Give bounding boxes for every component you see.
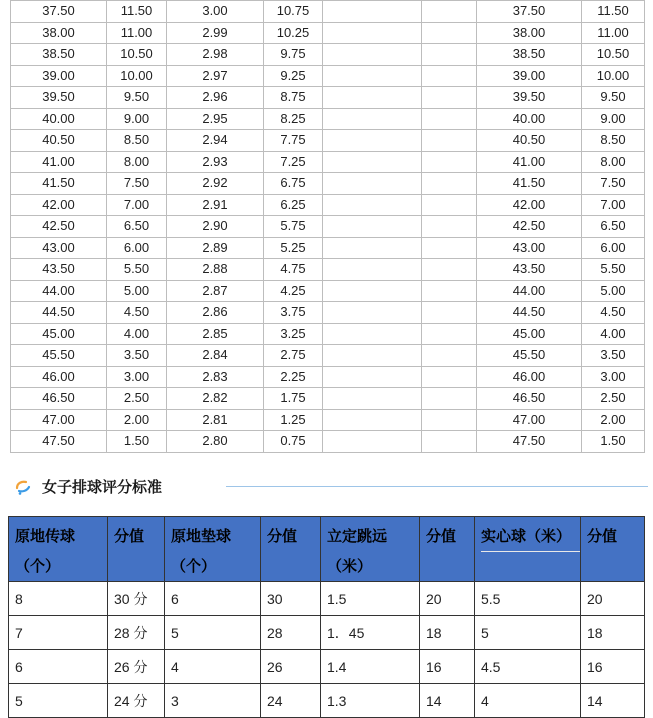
table-cell: 3.00 — [107, 366, 167, 388]
table-cell: 46.50 — [11, 388, 107, 410]
header-row — [9, 517, 645, 582]
table-cell: 43.50 — [477, 259, 582, 281]
table-cell: 2.94 — [167, 130, 264, 152]
table-cell: 37.50 — [477, 1, 582, 23]
table-cell: 43.00 — [477, 237, 582, 259]
table-row — [11, 302, 645, 324]
table-cell: 24 — [261, 684, 321, 718]
table-cell: 4 — [165, 650, 261, 684]
table-cell: 8 — [9, 582, 108, 616]
table-cell: 7.00 — [582, 194, 645, 216]
table-cell: 41.50 — [11, 173, 107, 195]
table-row — [11, 388, 645, 410]
table-cell: 11.50 — [107, 1, 167, 23]
table-cell: 10.75 — [264, 1, 323, 23]
table-cell: 3.00 — [582, 366, 645, 388]
header-cell: 原地垫球 （个） — [165, 517, 261, 582]
table-cell: 2.99 — [167, 22, 264, 44]
table-cell: 0.75 — [264, 431, 323, 453]
table-cell: 42.50 — [11, 216, 107, 238]
table-cell — [422, 151, 477, 173]
table-row — [11, 22, 645, 44]
table-cell: 26 — [261, 650, 321, 684]
table-cell — [323, 259, 422, 281]
table-cell: 20 — [581, 582, 645, 616]
table-cell: 44.50 — [477, 302, 582, 324]
header-cell: 分值 — [108, 517, 165, 582]
table-cell: 1.5 — [321, 582, 420, 616]
table-cell: 11.00 — [582, 22, 645, 44]
table-cell: 5.5 — [475, 582, 581, 616]
table-cell: 43.50 — [11, 259, 107, 281]
table-cell: 6.00 — [107, 237, 167, 259]
table-row — [11, 65, 645, 87]
table-cell: 5 — [475, 616, 581, 650]
score-lookup-table — [10, 0, 645, 453]
table-cell: 1.50 — [582, 431, 645, 453]
header-cell: 立定跳远 （米） — [321, 517, 420, 582]
table-cell: 40.00 — [11, 108, 107, 130]
table-cell: 5 — [165, 616, 261, 650]
table-cell — [422, 366, 477, 388]
table-cell: 6.00 — [582, 237, 645, 259]
table-cell: 6.50 — [107, 216, 167, 238]
table-cell: 37.50 — [11, 1, 107, 23]
table-cell: 45.00 — [477, 323, 582, 345]
table-cell: 47.50 — [477, 431, 582, 453]
table-cell: 2.90 — [167, 216, 264, 238]
table-row — [11, 44, 645, 66]
table-cell: 42.00 — [11, 194, 107, 216]
table-cell: 47.00 — [11, 409, 107, 431]
table-cell: 8.00 — [107, 151, 167, 173]
table-cell: 2.00 — [107, 409, 167, 431]
section-divider — [226, 486, 648, 487]
table-cell: 44.00 — [11, 280, 107, 302]
volleyball-scoring-table — [8, 516, 645, 718]
table-cell: 2.98 — [167, 44, 264, 66]
volleyball-scoring-body — [9, 582, 645, 718]
table-cell: 1.4 — [321, 650, 420, 684]
table-cell: 44.00 — [477, 280, 582, 302]
table-cell: 45.00 — [11, 323, 107, 345]
table-cell: 2.75 — [264, 345, 323, 367]
table-cell: 39.00 — [11, 65, 107, 87]
table-cell: 20 — [420, 582, 475, 616]
table-cell: 5.50 — [582, 259, 645, 281]
table-row — [11, 130, 645, 152]
table-row — [11, 431, 645, 453]
table-cell — [323, 65, 422, 87]
table-cell: 5.75 — [264, 216, 323, 238]
table-cell — [422, 345, 477, 367]
table-cell: 38.50 — [11, 44, 107, 66]
table-cell: 2.91 — [167, 194, 264, 216]
table-cell — [422, 409, 477, 431]
table-cell: 7.75 — [264, 130, 323, 152]
table-cell — [422, 130, 477, 152]
table-cell — [323, 388, 422, 410]
table-cell: 44.50 — [11, 302, 107, 324]
table-cell: 5.25 — [264, 237, 323, 259]
table-row — [11, 173, 645, 195]
table-cell: 18 — [420, 616, 475, 650]
table-cell: 6.50 — [582, 216, 645, 238]
table-cell: 1.3 — [321, 684, 420, 718]
table-cell: 47.50 — [11, 431, 107, 453]
table-cell: 2.93 — [167, 151, 264, 173]
table-cell: 2.97 — [167, 65, 264, 87]
table-cell: 2.00 — [582, 409, 645, 431]
table-cell: 42.50 — [477, 216, 582, 238]
table-cell: 28 — [261, 616, 321, 650]
table-cell — [422, 237, 477, 259]
table-row — [9, 616, 645, 650]
table-cell — [422, 194, 477, 216]
table-row — [11, 259, 645, 281]
table-cell: 5.00 — [582, 280, 645, 302]
table-cell: 1.25 — [264, 409, 323, 431]
table-cell: 6.75 — [264, 173, 323, 195]
table-cell: 41.00 — [11, 151, 107, 173]
table-cell: 10.00 — [582, 65, 645, 87]
table-cell: 46.50 — [477, 388, 582, 410]
section-title: 女子排球评分标准 — [42, 478, 163, 496]
table-cell: 4.5 — [475, 650, 581, 684]
table-cell: 6.25 — [264, 194, 323, 216]
table-cell — [422, 323, 477, 345]
table-cell: 42.00 — [477, 194, 582, 216]
table-cell: 40.50 — [477, 130, 582, 152]
table-cell: 18 — [581, 616, 645, 650]
table-cell: 3.50 — [107, 345, 167, 367]
table-cell: 5.00 — [107, 280, 167, 302]
table-cell: 14 — [581, 684, 645, 718]
table-cell — [422, 173, 477, 195]
table-cell: 6 — [165, 582, 261, 616]
table-cell: 38.00 — [11, 22, 107, 44]
table-cell — [422, 280, 477, 302]
table-cell — [323, 366, 422, 388]
table-cell: 24 分 — [108, 684, 165, 718]
table-cell: 26 分 — [108, 650, 165, 684]
table-cell: 7 — [9, 616, 108, 650]
table-cell — [323, 323, 422, 345]
header-cell: 分值 — [261, 517, 321, 582]
table-cell — [323, 302, 422, 324]
table-cell: 7.25 — [264, 151, 323, 173]
table-cell: 16 — [581, 650, 645, 684]
table-cell: 10.50 — [582, 44, 645, 66]
table-cell: 7.50 — [582, 173, 645, 195]
table-cell: 9.50 — [107, 87, 167, 109]
table-cell: 38.00 — [477, 22, 582, 44]
table-cell — [422, 216, 477, 238]
table-cell: 2.85 — [167, 323, 264, 345]
table-cell: 4.00 — [107, 323, 167, 345]
table-cell: 39.50 — [477, 87, 582, 109]
table-cell: 1.50 — [107, 431, 167, 453]
table-cell: 5.50 — [107, 259, 167, 281]
table-cell: 4.75 — [264, 259, 323, 281]
table-cell — [323, 409, 422, 431]
table-cell: 2.25 — [264, 366, 323, 388]
table-row — [11, 87, 645, 109]
table-cell: 30 分 — [108, 582, 165, 616]
table-cell — [323, 216, 422, 238]
table-cell: 39.00 — [477, 65, 582, 87]
header-cell: 实心球（米） — [475, 517, 581, 582]
table-cell: 4.50 — [107, 302, 167, 324]
header-cell: 原地传球 （个） — [9, 517, 108, 582]
table-cell: 2.81 — [167, 409, 264, 431]
table-cell — [422, 87, 477, 109]
table-cell: 4.50 — [582, 302, 645, 324]
table-cell: 6 — [9, 650, 108, 684]
table-row — [11, 280, 645, 302]
table-cell: 47.00 — [477, 409, 582, 431]
table-cell: 8.00 — [582, 151, 645, 173]
table-cell: 1.75 — [264, 388, 323, 410]
table-cell — [323, 151, 422, 173]
table-cell — [422, 44, 477, 66]
table-cell: 7.00 — [107, 194, 167, 216]
table-cell — [323, 108, 422, 130]
table-row — [11, 1, 645, 23]
table-row — [11, 323, 645, 345]
table-cell: 3.00 — [167, 1, 264, 23]
table-cell: 9.50 — [582, 87, 645, 109]
table-cell — [323, 280, 422, 302]
table-cell: 46.00 — [477, 366, 582, 388]
table-cell: 46.00 — [11, 366, 107, 388]
table-cell — [422, 22, 477, 44]
table-cell: 14 — [420, 684, 475, 718]
table-cell — [323, 22, 422, 44]
table-cell: 10.00 — [107, 65, 167, 87]
table-cell: 8.50 — [582, 130, 645, 152]
header-cell: 分值 — [420, 517, 475, 582]
table-cell — [422, 302, 477, 324]
table-cell: 10.50 — [107, 44, 167, 66]
table-cell: 11.00 — [107, 22, 167, 44]
table-cell: 40.00 — [477, 108, 582, 130]
table-cell — [323, 194, 422, 216]
table-cell: 9.00 — [582, 108, 645, 130]
table-cell: 3.75 — [264, 302, 323, 324]
table-row — [11, 345, 645, 367]
swirl-logo-icon — [14, 479, 32, 495]
table-cell: 2.87 — [167, 280, 264, 302]
table-cell: 4 — [475, 684, 581, 718]
table-cell: 40.50 — [11, 130, 107, 152]
table-cell — [323, 1, 422, 23]
table-cell — [422, 388, 477, 410]
table-cell — [323, 173, 422, 195]
table-cell — [323, 44, 422, 66]
table-cell: 41.50 — [477, 173, 582, 195]
table-cell: 8.75 — [264, 87, 323, 109]
table-cell: 2.84 — [167, 345, 264, 367]
table-row — [11, 194, 645, 216]
table-cell: 2.95 — [167, 108, 264, 130]
table-cell: 11.50 — [582, 1, 645, 23]
table-cell: 2.92 — [167, 173, 264, 195]
table-cell: 4.00 — [582, 323, 645, 345]
table-cell: 43.00 — [11, 237, 107, 259]
table-cell: 4.25 — [264, 280, 323, 302]
table-cell: 7.50 — [107, 173, 167, 195]
table-cell: 16 — [420, 650, 475, 684]
table-cell: 2.80 — [167, 431, 264, 453]
table-cell: 41.00 — [477, 151, 582, 173]
table-cell: 3 — [165, 684, 261, 718]
score-lookup-body — [11, 1, 645, 453]
table-cell: 28 分 — [108, 616, 165, 650]
table-cell — [323, 237, 422, 259]
table-cell — [422, 65, 477, 87]
table-cell: 2.50 — [582, 388, 645, 410]
table-row — [9, 650, 645, 684]
table-cell — [323, 431, 422, 453]
table-row — [11, 366, 645, 388]
table-cell: 38.50 — [477, 44, 582, 66]
table-row — [11, 409, 645, 431]
table-cell: 5 — [9, 684, 108, 718]
table-cell: 2.82 — [167, 388, 264, 410]
table-cell: 2.83 — [167, 366, 264, 388]
table-row — [11, 151, 645, 173]
table-cell: 3.50 — [582, 345, 645, 367]
table-cell: 2.96 — [167, 87, 264, 109]
table-cell — [422, 431, 477, 453]
table-cell — [422, 259, 477, 281]
table-row — [9, 582, 645, 616]
table-cell: 8.25 — [264, 108, 323, 130]
table-cell — [323, 130, 422, 152]
table-cell — [323, 87, 422, 109]
table-cell: 45.50 — [477, 345, 582, 367]
table-row — [11, 108, 645, 130]
table-cell — [422, 1, 477, 23]
header-cell: 分值 — [581, 517, 645, 582]
table-row — [9, 684, 645, 718]
table-row — [11, 216, 645, 238]
section-heading — [14, 475, 650, 499]
table-cell: 1．45 — [321, 616, 420, 650]
table-cell: 30 — [261, 582, 321, 616]
table-cell — [422, 108, 477, 130]
table-cell: 10.25 — [264, 22, 323, 44]
table-cell: 45.50 — [11, 345, 107, 367]
table-cell: 2.89 — [167, 237, 264, 259]
table-cell — [323, 345, 422, 367]
table-cell: 39.50 — [11, 87, 107, 109]
table-cell: 8.50 — [107, 130, 167, 152]
table-cell: 9.25 — [264, 65, 323, 87]
table-cell: 3.25 — [264, 323, 323, 345]
table-cell: 2.86 — [167, 302, 264, 324]
table-row — [11, 237, 645, 259]
table-cell: 9.75 — [264, 44, 323, 66]
table-cell: 2.88 — [167, 259, 264, 281]
table-cell: 2.50 — [107, 388, 167, 410]
table-cell: 9.00 — [107, 108, 167, 130]
